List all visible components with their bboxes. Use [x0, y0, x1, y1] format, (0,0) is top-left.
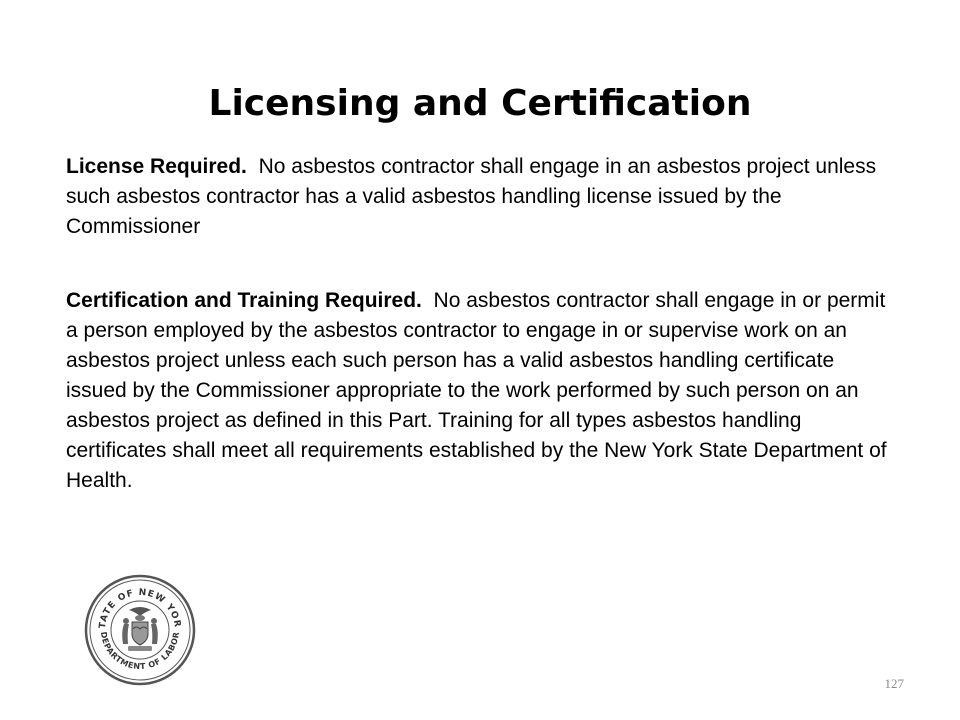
svg-text:DEPARTMENT OF LABOR: DEPARTMENT OF LABOR	[98, 631, 182, 672]
paragraph-certification-training	[66, 286, 896, 496]
svg-text:STATE OF NEW YORK: TATE OF NEW YOR	[97, 587, 183, 630]
paragraph-lead: License Required.	[66, 155, 247, 178]
slide-title: Licensing and Certification	[208, 83, 752, 124]
paragraph-text: No asbestos contractor shall engage in or permit a person employed by the asbestos contractor to engage in or supervise work on an asbestos project unless each such person has a valid asbestos handling certificate issued by the Commissioner appropriate to the work performed by such person on an asbestos project as defined in this Part. Training for all types asbestos handling certificates shall meet all requirements established by the New York State Department of Health.	[66, 289, 887, 492]
page-number: 127	[884, 676, 904, 691]
paragraph-text: No asbestos contractor shall engage in an asbestos project unless such asbestos contractor has a valid asbestos handling license issued by the Commissioner	[66, 155, 877, 238]
nys-dept-of-labor-seal-icon	[84, 574, 196, 686]
paragraph-lead: Certification and Training Required.	[66, 289, 422, 312]
paragraph-license-required	[66, 152, 896, 242]
